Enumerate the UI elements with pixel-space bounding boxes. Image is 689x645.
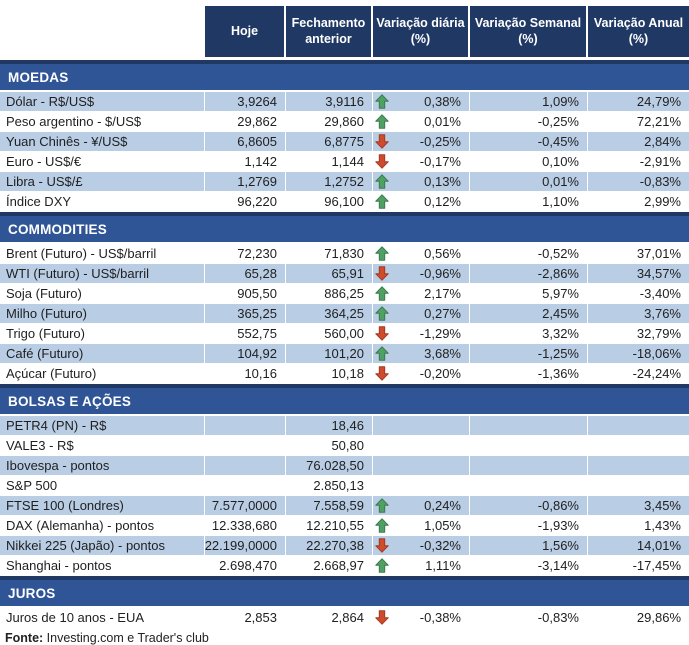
variacao-anual-value: -17,45% (632, 558, 681, 573)
variacao-anual-cell (588, 192, 689, 211)
up-arrow-icon (375, 306, 390, 322)
fechamento-anterior-value: 560,00 (324, 326, 364, 341)
row-label: VALE3 - R$ (0, 436, 205, 455)
column-header-variacao-diaria: Variação diária (%) (373, 6, 470, 57)
table-row (0, 344, 689, 364)
variacao-diaria-cell (373, 536, 470, 555)
variacao-semanal-value: -0,45% (537, 134, 579, 149)
row-label: PETR4 (PN) - R$ (0, 416, 205, 435)
variacao-anual-cell (588, 456, 689, 475)
hoje-value: 6,8605 (237, 134, 277, 149)
variacao-anual-cell (588, 436, 689, 455)
table-header-row (0, 6, 689, 57)
variacao-diaria-cell (373, 436, 470, 455)
variacao-semanal-value: 1,10% (542, 194, 579, 209)
variacao-diaria-cell (373, 344, 470, 363)
source-label: Fonte: (5, 631, 44, 645)
variacao-diaria-cell (373, 516, 470, 535)
fechamento-anterior-cell (286, 364, 373, 383)
table-row (0, 172, 689, 192)
hoje-cell (205, 516, 286, 535)
hoje-cell (205, 132, 286, 151)
variacao-semanal-cell (470, 284, 588, 303)
hoje-cell (205, 264, 286, 283)
table-row (0, 132, 689, 152)
row-label: Soja (Futuro) (0, 284, 205, 303)
table-row (0, 516, 689, 536)
table-row (0, 364, 689, 384)
up-arrow-icon (375, 498, 390, 514)
up-arrow-icon (375, 194, 390, 210)
variacao-diaria-cell (373, 264, 470, 283)
variacao-diaria-cell (373, 476, 470, 495)
variacao-diaria-value: 1,05% (424, 518, 461, 533)
table-row (0, 324, 689, 344)
row-label: Milho (Futuro) (0, 304, 205, 323)
variacao-diaria-value: 0,38% (424, 94, 461, 109)
variacao-semanal-cell (470, 364, 588, 383)
variacao-semanal-cell (470, 436, 588, 455)
table-row (0, 608, 689, 628)
variacao-semanal-cell (470, 516, 588, 535)
up-arrow-icon (375, 94, 390, 110)
down-arrow-icon (375, 134, 390, 150)
hoje-cell (205, 476, 286, 495)
table-row (0, 192, 689, 212)
fechamento-anterior-value: 76.028,50 (306, 458, 364, 473)
variacao-anual-cell (588, 244, 689, 263)
hoje-value: 552,75 (237, 326, 277, 341)
up-arrow-icon (375, 558, 390, 574)
row-label: FTSE 100 (Londres) (0, 496, 205, 515)
variacao-semanal-cell (470, 92, 588, 111)
variacao-semanal-value: 5,97% (542, 286, 579, 301)
variacao-diaria-value: 0,12% (424, 194, 461, 209)
fechamento-anterior-value: 18,46 (331, 418, 364, 433)
fechamento-anterior-value: 2.668,97 (313, 558, 364, 573)
section-header: COMMODITIES (0, 212, 689, 242)
variacao-diaria-value: 2,17% (424, 286, 461, 301)
variacao-anual-value: 34,57% (636, 266, 681, 281)
up-arrow-icon (375, 346, 390, 362)
variacao-semanal-cell (470, 244, 588, 263)
row-label: Juros de 10 anos - EUA (0, 608, 205, 627)
variacao-semanal-value: -1,93% (537, 518, 579, 533)
hoje-cell (205, 436, 286, 455)
variacao-semanal-value: -0,86% (537, 498, 579, 513)
table-row (0, 244, 689, 264)
fechamento-anterior-cell (286, 516, 373, 535)
variacao-diaria-value: 3,68% (424, 346, 461, 361)
variacao-diaria-value: -0,38% (419, 610, 461, 625)
variacao-semanal-cell (470, 112, 588, 131)
row-label: WTI (Futuro) - US$/barril (0, 264, 205, 283)
variacao-semanal-cell (470, 416, 588, 435)
variacao-anual-value: 72,21% (636, 114, 681, 129)
variacao-semanal-cell (470, 608, 588, 627)
down-arrow-icon (375, 326, 390, 342)
hoje-value: 365,25 (237, 306, 277, 321)
down-arrow-icon (375, 154, 390, 170)
fechamento-anterior-value: 96,100 (324, 194, 364, 209)
row-label: Dólar - R$/US$ (0, 92, 205, 111)
hoje-cell (205, 152, 286, 171)
fechamento-anterior-cell (286, 112, 373, 131)
fechamento-anterior-value: 3,9116 (325, 94, 364, 109)
variacao-semanal-value: -0,25% (537, 114, 579, 129)
variacao-semanal-cell (470, 536, 588, 555)
hoje-cell (205, 364, 286, 383)
hoje-cell (205, 304, 286, 323)
variacao-diaria-value: -0,32% (419, 538, 461, 553)
variacao-semanal-cell (470, 132, 588, 151)
variacao-semanal-value: 3,32% (542, 326, 579, 341)
variacao-anual-cell (588, 416, 689, 435)
fechamento-anterior-value: 1,2752 (324, 174, 364, 189)
variacao-diaria-cell (373, 152, 470, 171)
variacao-anual-cell (588, 172, 689, 191)
row-label: Peso argentino - $/US$ (0, 112, 205, 131)
variacao-semanal-cell (470, 264, 588, 283)
variacao-anual-cell (588, 476, 689, 495)
table-row (0, 436, 689, 456)
variacao-semanal-cell (470, 556, 588, 575)
fechamento-anterior-cell (286, 244, 373, 263)
variacao-semanal-value: -0,83% (537, 610, 579, 625)
hoje-value: 905,50 (237, 286, 277, 301)
column-header-variacao-semanal: Variação Semanal (%) (470, 6, 588, 57)
fechamento-anterior-cell (286, 456, 373, 475)
variacao-diaria-cell (373, 324, 470, 343)
fechamento-anterior-value: 65,91 (331, 266, 364, 281)
fechamento-anterior-cell (286, 152, 373, 171)
row-label: Euro - US$/€ (0, 152, 205, 171)
hoje-value: 2.698,470 (219, 558, 277, 573)
hoje-value: 3,9264 (237, 94, 277, 109)
table-sections (0, 60, 689, 628)
variacao-diaria-cell (373, 416, 470, 435)
section-header: JUROS (0, 576, 689, 606)
variacao-diaria-value: -0,25% (419, 134, 461, 149)
variacao-anual-value: 29,86% (636, 610, 681, 625)
fechamento-anterior-cell (286, 264, 373, 283)
variacao-diaria-cell (373, 456, 470, 475)
variacao-anual-value: 2,84% (644, 134, 681, 149)
variacao-semanal-cell (470, 324, 588, 343)
variacao-anual-cell (588, 344, 689, 363)
variacao-semanal-value: 1,09% (542, 94, 579, 109)
variacao-anual-value: 3,76% (644, 306, 681, 321)
variacao-anual-cell (588, 536, 689, 555)
hoje-cell (205, 92, 286, 111)
hoje-cell (205, 172, 286, 191)
row-label: Índice DXY (0, 192, 205, 211)
fechamento-anterior-cell (286, 172, 373, 191)
hoje-value: 7.577,0000 (211, 498, 277, 513)
row-label: Brent (Futuro) - US$/barril (0, 244, 205, 263)
variacao-anual-value: -0,83% (639, 174, 681, 189)
variacao-anual-cell (588, 132, 689, 151)
hoje-value: 22.199,0000 (205, 538, 277, 553)
variacao-semanal-cell (470, 192, 588, 211)
variacao-anual-value: -2,91% (639, 154, 681, 169)
variacao-diaria-value: -0,20% (419, 366, 461, 381)
variacao-semanal-cell (470, 152, 588, 171)
variacao-semanal-value: 2,45% (542, 306, 579, 321)
column-header-hoje: Hoje (205, 6, 286, 57)
down-arrow-icon (375, 538, 390, 554)
fechamento-anterior-value: 22.270,38 (306, 538, 364, 553)
variacao-diaria-value: -0,17% (419, 154, 461, 169)
hoje-value: 10,16 (244, 366, 277, 381)
fechamento-anterior-cell (286, 132, 373, 151)
variacao-anual-value: 1,43% (644, 518, 681, 533)
fechamento-anterior-value: 364,25 (324, 306, 364, 321)
hoje-cell (205, 496, 286, 515)
variacao-diaria-cell (373, 608, 470, 627)
variacao-diaria-value: 0,56% (424, 246, 461, 261)
row-label: Nikkei 225 (Japão) - pontos (0, 536, 205, 555)
row-label: S&P 500 (0, 476, 205, 495)
variacao-semanal-value: -2,86% (537, 266, 579, 281)
table-row (0, 112, 689, 132)
variacao-anual-cell (588, 264, 689, 283)
variacao-semanal-value: 1,56% (542, 538, 579, 553)
variacao-semanal-cell (470, 344, 588, 363)
table-row (0, 476, 689, 496)
fechamento-anterior-cell (286, 496, 373, 515)
down-arrow-icon (375, 266, 390, 282)
variacao-anual-cell (588, 516, 689, 535)
variacao-semanal-value: -1,25% (537, 346, 579, 361)
hoje-cell (205, 556, 286, 575)
variacao-diaria-value: 0,01% (424, 114, 461, 129)
hoje-value: 1,142 (244, 154, 277, 169)
variacao-diaria-value: 0,24% (424, 498, 461, 513)
fechamento-anterior-cell (286, 608, 373, 627)
variacao-semanal-cell (470, 456, 588, 475)
variacao-anual-value: 3,45% (644, 498, 681, 513)
table-row (0, 92, 689, 112)
row-label: Yuan Chinês - ¥/US$ (0, 132, 205, 151)
variacao-diaria-cell (373, 112, 470, 131)
hoje-cell (205, 416, 286, 435)
hoje-value: 72,230 (237, 246, 277, 261)
source-note (0, 628, 689, 645)
variacao-semanal-cell (470, 172, 588, 191)
hoje-cell (205, 344, 286, 363)
variacao-semanal-value: 0,01% (542, 174, 579, 189)
variacao-diaria-cell (373, 284, 470, 303)
variacao-diaria-value: 1,11% (425, 558, 461, 573)
variacao-anual-cell (588, 284, 689, 303)
variacao-diaria-cell (373, 556, 470, 575)
fechamento-anterior-cell (286, 556, 373, 575)
fechamento-anterior-value: 10,18 (331, 366, 364, 381)
hoje-cell (205, 536, 286, 555)
fechamento-anterior-value: 50,80 (331, 438, 364, 453)
variacao-anual-cell (588, 496, 689, 515)
variacao-diaria-cell (373, 304, 470, 323)
variacao-diaria-cell (373, 192, 470, 211)
variacao-anual-value: -18,06% (632, 346, 681, 361)
variacao-diaria-cell (373, 92, 470, 111)
variacao-anual-value: 2,99% (644, 194, 681, 209)
hoje-value: 65,28 (244, 266, 277, 281)
table-row (0, 416, 689, 436)
hoje-cell (205, 284, 286, 303)
row-label: Trigo (Futuro) (0, 324, 205, 343)
fechamento-anterior-value: 2.850,13 (313, 478, 364, 493)
down-arrow-icon (375, 366, 390, 382)
fechamento-anterior-value: 71,830 (324, 246, 364, 261)
column-header-variacao-anual: Variação Anual (%) (588, 6, 689, 57)
up-arrow-icon (375, 114, 390, 130)
row-label: Ibovespa - pontos (0, 456, 205, 475)
variacao-semanal-cell (470, 496, 588, 515)
header-spacer-cell (0, 6, 205, 57)
fechamento-anterior-value: 2,864 (331, 610, 364, 625)
hoje-value: 96,220 (237, 194, 277, 209)
hoje-cell (205, 112, 286, 131)
variacao-diaria-value: 0,13% (424, 174, 461, 189)
fechamento-anterior-cell (286, 192, 373, 211)
fechamento-anterior-value: 12.210,55 (306, 518, 364, 533)
fechamento-anterior-cell (286, 324, 373, 343)
section-header: MOEDAS (0, 60, 689, 90)
variacao-diaria-value: 0,27% (424, 306, 461, 321)
row-label: Café (Futuro) (0, 344, 205, 363)
variacao-diaria-value: -0,96% (419, 266, 461, 281)
variacao-semanal-cell (470, 304, 588, 323)
table-row (0, 304, 689, 324)
variacao-diaria-cell (373, 244, 470, 263)
variacao-diaria-value: -1,29% (419, 326, 461, 341)
row-label: Shanghai - pontos (0, 556, 205, 575)
variacao-anual-value: 32,79% (636, 326, 681, 341)
variacao-semanal-cell (470, 476, 588, 495)
fechamento-anterior-cell (286, 92, 373, 111)
fechamento-anterior-value: 886,25 (324, 286, 364, 301)
up-arrow-icon (375, 518, 390, 534)
up-arrow-icon (375, 174, 390, 190)
row-label: Açúcar (Futuro) (0, 364, 205, 383)
variacao-diaria-cell (373, 364, 470, 383)
fechamento-anterior-cell (286, 536, 373, 555)
row-label: Libra - US$/£ (0, 172, 205, 191)
hoje-cell (205, 324, 286, 343)
variacao-anual-value: -24,24% (632, 366, 681, 381)
variacao-anual-cell (588, 112, 689, 131)
up-arrow-icon (375, 246, 390, 262)
variacao-diaria-cell (373, 132, 470, 151)
fechamento-anterior-value: 1,144 (331, 154, 364, 169)
hoje-value: 29,862 (237, 114, 277, 129)
hoje-value: 104,92 (237, 346, 277, 361)
variacao-anual-cell (588, 304, 689, 323)
fechamento-anterior-cell (286, 284, 373, 303)
up-arrow-icon (375, 286, 390, 302)
variacao-anual-value: 24,79% (636, 94, 681, 109)
variacao-anual-value: -3,40% (639, 286, 681, 301)
fechamento-anterior-value: 29,860 (324, 114, 364, 129)
hoje-value: 2,853 (244, 610, 277, 625)
fechamento-anterior-cell (286, 476, 373, 495)
table-row (0, 496, 689, 516)
variacao-semanal-value: 0,10% (542, 154, 579, 169)
section-header: BOLSAS E AÇÕES (0, 384, 689, 414)
hoje-value: 12.338,680 (211, 518, 277, 533)
fechamento-anterior-value: 7.558,59 (313, 498, 364, 513)
variacao-anual-cell (588, 364, 689, 383)
table-row (0, 536, 689, 556)
table-row (0, 284, 689, 304)
variacao-anual-value: 37,01% (636, 246, 681, 261)
variacao-semanal-value: -3,14% (537, 558, 579, 573)
hoje-value: 1,2769 (237, 174, 277, 189)
table-row (0, 556, 689, 576)
variacao-anual-value: 14,01% (636, 538, 681, 553)
variacao-anual-cell (588, 92, 689, 111)
variacao-anual-cell (588, 556, 689, 575)
fechamento-anterior-cell (286, 416, 373, 435)
variacao-anual-cell (588, 608, 689, 627)
variacao-anual-cell (588, 324, 689, 343)
hoje-cell (205, 192, 286, 211)
fechamento-anterior-value: 101,20 (324, 346, 364, 361)
table-row (0, 264, 689, 284)
down-arrow-icon (375, 610, 390, 626)
variacao-diaria-cell (373, 496, 470, 515)
table-row (0, 152, 689, 172)
variacao-semanal-value: -1,36% (537, 366, 579, 381)
fechamento-anterior-cell (286, 436, 373, 455)
hoje-cell (205, 608, 286, 627)
fechamento-anterior-cell (286, 304, 373, 323)
table-row (0, 456, 689, 476)
variacao-anual-cell (588, 152, 689, 171)
column-header-fechamento-anterior: Fechamento anterior (286, 6, 373, 57)
hoje-cell (205, 456, 286, 475)
source-text: Investing.com e Trader's club (43, 631, 209, 645)
hoje-cell (205, 244, 286, 263)
row-label: DAX (Alemanha) - pontos (0, 516, 205, 535)
fechamento-anterior-value: 6,8775 (324, 134, 364, 149)
variacao-semanal-value: -0,52% (537, 246, 579, 261)
variacao-diaria-cell (373, 172, 470, 191)
fechamento-anterior-cell (286, 344, 373, 363)
